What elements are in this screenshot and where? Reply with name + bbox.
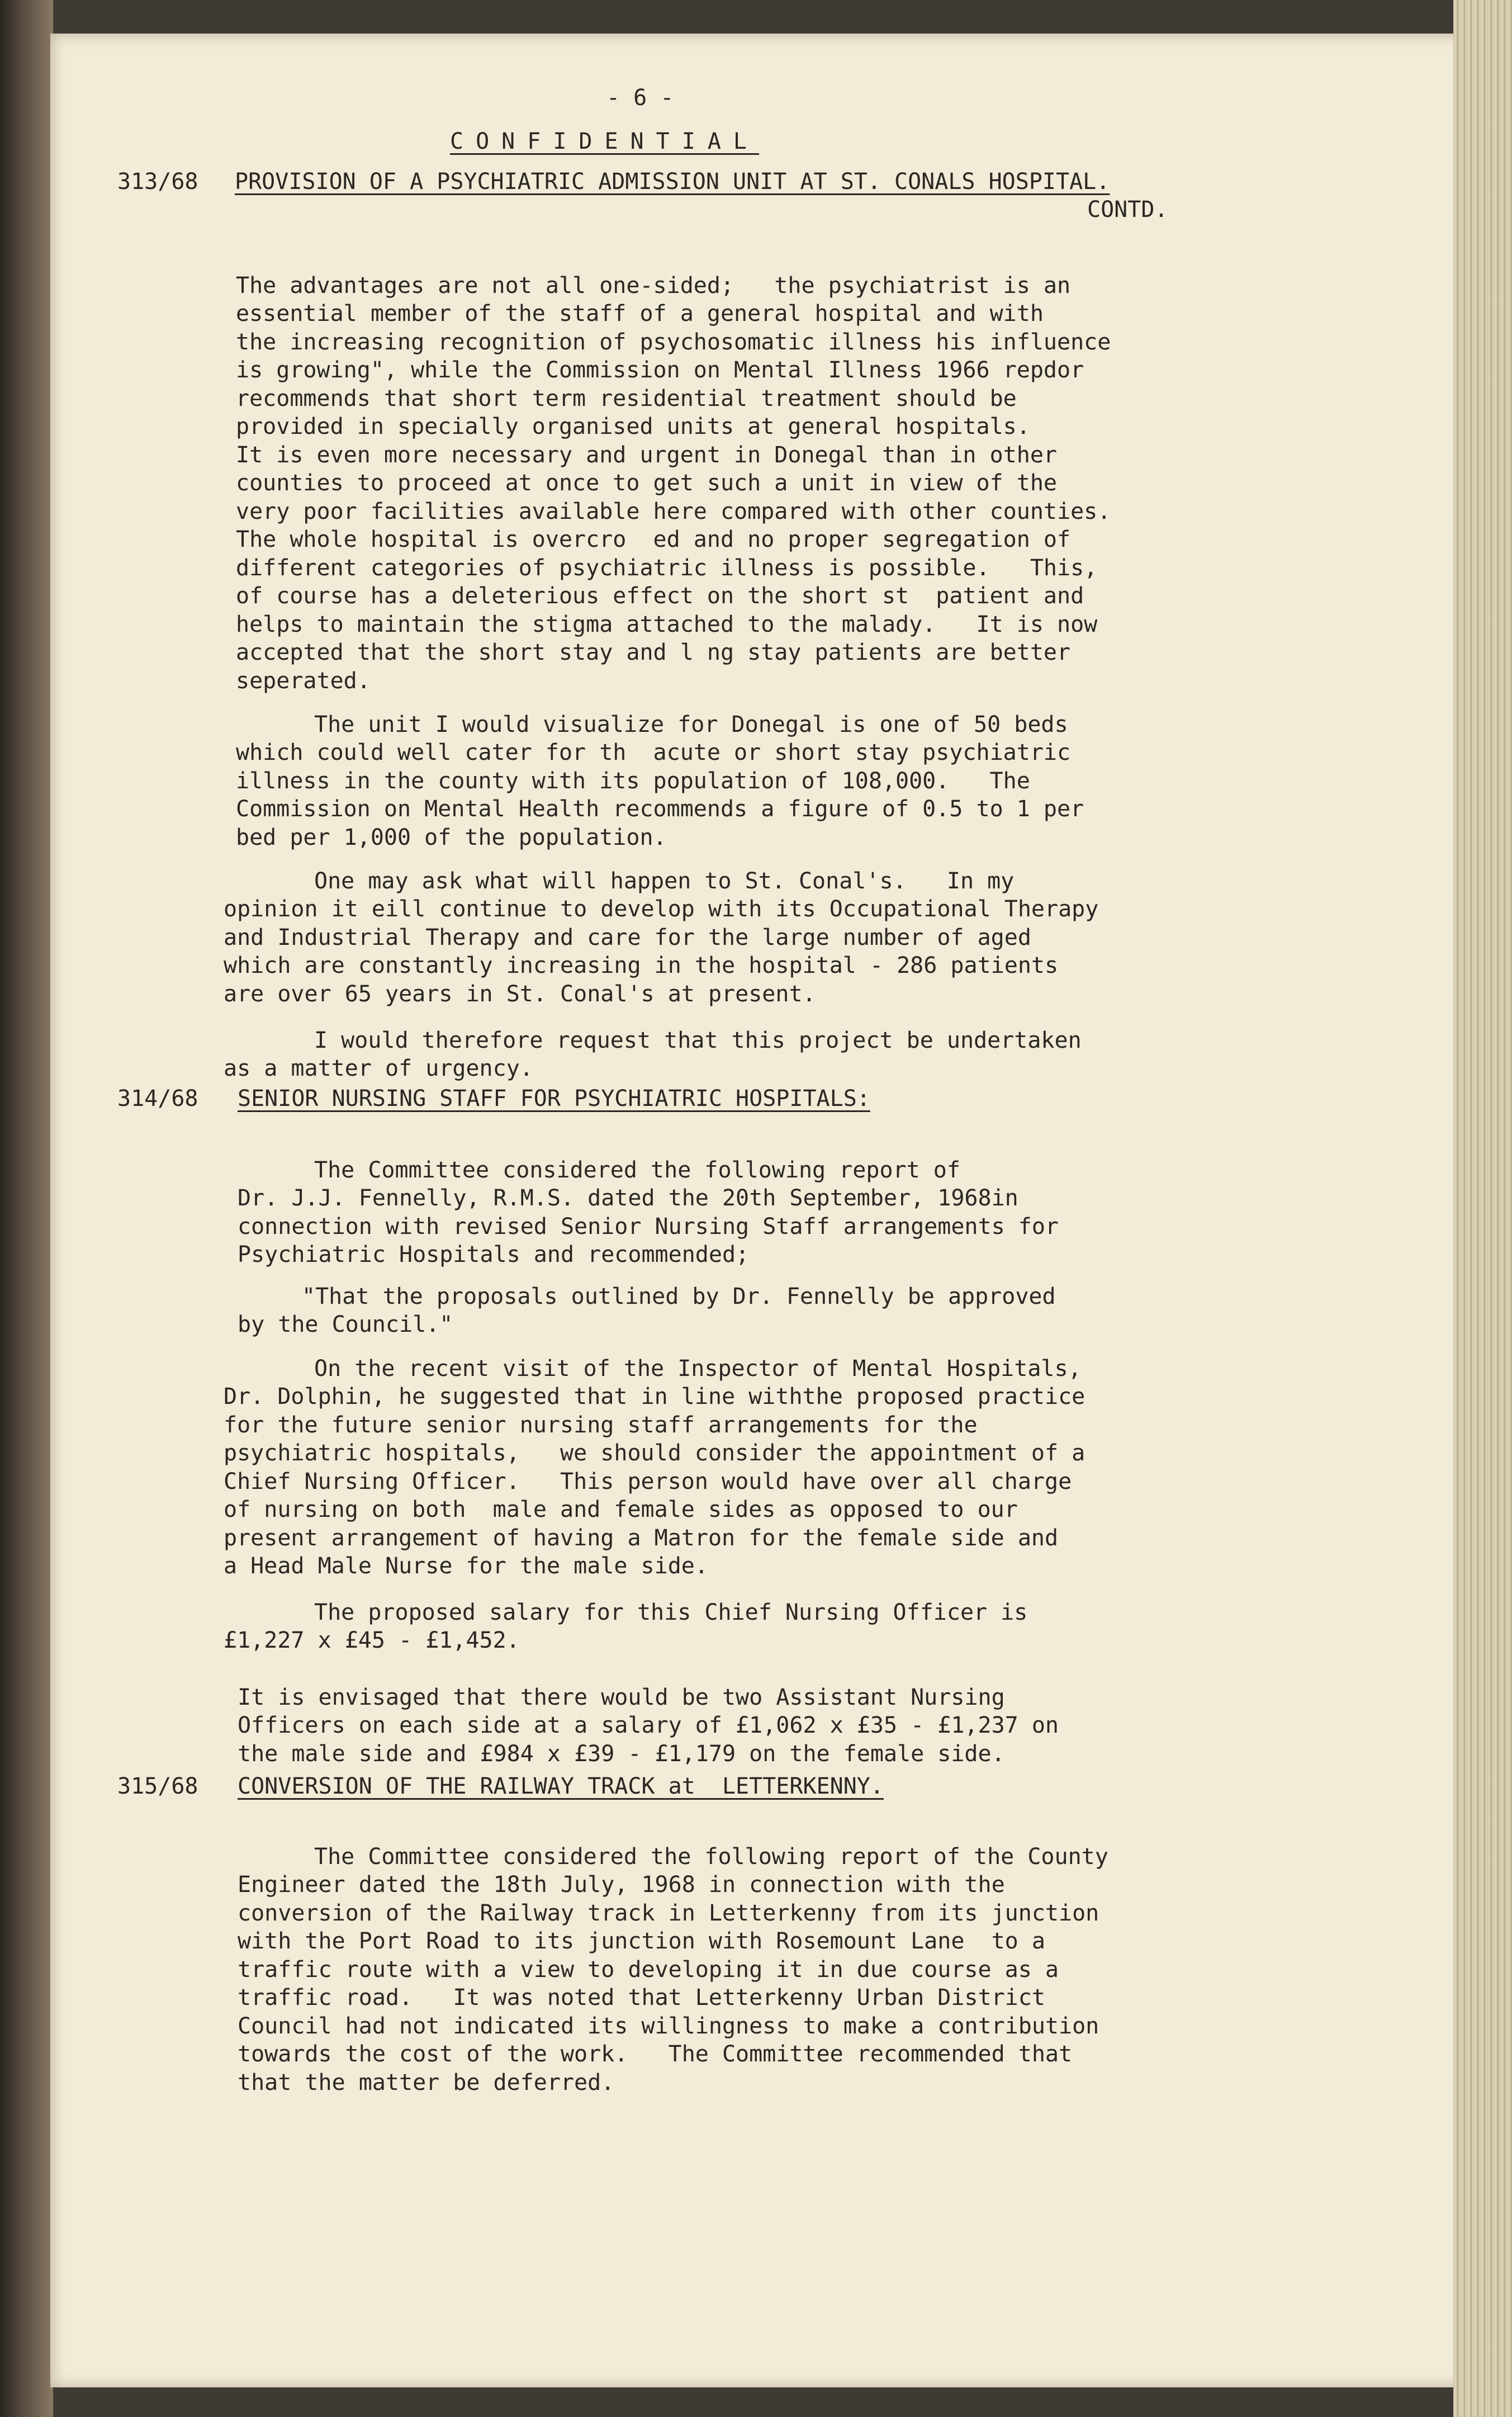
text-line: The whole hospital is overcro ed and no proper segregation of: [236, 527, 1071, 552]
paragraph: [236, 243, 1111, 723]
text-line: and Industrial Therapy and care for the large number of aged: [224, 924, 1031, 950]
text-line: The advantages are not all one-sided; the psychiatrist is an: [236, 272, 1071, 299]
text-line: The unit I would visualize for Donegal is one of 50 beds: [314, 711, 1068, 737]
text-line: provided in specially organised units at general hospitals.: [236, 414, 1030, 439]
text-line: It is even more necessary and urgent in Donegal than in other: [236, 442, 1058, 468]
text-line: traffic route with a view to developing it in due course as a: [238, 1956, 1059, 1983]
text-line: essential member of the staff of a general hospital and with: [236, 301, 1044, 327]
text-line: Dr. J.J. Fennelly, R.M.S. dated the 20th September, 1968in: [238, 1185, 1018, 1211]
text-line: by the Council.": [238, 1312, 453, 1337]
item-ref: 313/68: [117, 169, 198, 195]
paragraph: [238, 1814, 1108, 2125]
item-ref: 315/68: [117, 1773, 198, 1799]
item-ref: 314/68: [117, 1086, 198, 1111]
text-line: with the Port Road to its junction with Rosemount Lane to a: [238, 1928, 1045, 1954]
text-line: seperated.: [236, 668, 371, 694]
item-title: SENIOR NURSING STAFF FOR PSYCHIATRIC HOSPITALS:: [238, 1086, 870, 1111]
text-line: a Head Male Nurse for the male side.: [224, 1553, 708, 1579]
text-line: are over 65 years in St. Conal's at present.: [224, 981, 816, 1007]
text-line: Psychiatric Hospitals and recommended;: [238, 1242, 750, 1267]
text-line: £1,227 x £45 - £1,452.: [224, 1628, 520, 1653]
text-line: Officers on each side at a salary of £1,062 x £35 - £1,237 on: [238, 1713, 1059, 1738]
text-line: "That the proposals outlined by Dr. Fennelly be approved: [302, 1283, 1056, 1309]
text-line: Engineer dated the 18th July, 1968 in connection with the: [238, 1872, 1005, 1898]
text-line: The Committee considered the following report of: [314, 1157, 960, 1183]
book-page-edges: [1453, 0, 1512, 2417]
text-line: accepted that the short stay and l ng stay patients are better: [236, 640, 1071, 665]
text-line: very poor facilities available here compared with other counties.: [236, 498, 1111, 524]
text-line: The Committee considered the following report of the County: [314, 1843, 1108, 1870]
text-line: Council had not indicated its willingness to make a contribution: [238, 2013, 1099, 2039]
text-line: counties to proceed at once to get such a unit in view of the: [236, 470, 1058, 496]
text-line: opinion it eill continue to develop with its Occupational Therapy: [224, 896, 1099, 922]
confidential-heading: CONFIDENTIAL: [450, 129, 759, 154]
text-line: conversion of the Railway track in Letterkenny from its junction: [238, 1900, 1099, 1926]
paragraph: [224, 1326, 1085, 1609]
text-line: the increasing recognition of psychosomatic illness his influence: [236, 329, 1111, 355]
item-title: CONVERSION OF THE RAILWAY TRACK at LETTERKENNY.: [238, 1773, 884, 1799]
text-line: present arrangement of having a Matron for the female side and: [224, 1525, 1059, 1551]
text-line: helps to maintain the stigma attached to the malady. It is now: [236, 611, 1098, 637]
text-line: The proposed salary for this Chief Nursing Officer is: [314, 1599, 1028, 1625]
page-number: - 6 -: [606, 85, 674, 111]
text-line: for the future senior nursing staff arrangements for the: [224, 1412, 978, 1438]
text-line: bed per 1,000 of the population.: [236, 824, 667, 850]
text-line: Chief Nursing Officer. This person would have over all charge: [224, 1468, 1072, 1494]
text-line: Commission on Mental Health recommends a figure of 0.5 to 1 per: [236, 796, 1084, 822]
text-line: towards the cost of the work. The Committee recommended that: [238, 2041, 1073, 2067]
text-line: that the matter be deferred.: [238, 2069, 615, 2096]
text-line: psychiatric hospitals, we should consider the appointment of a: [224, 1440, 1086, 1466]
text-line: the male side and £984 x £39 - £1,179 on the female side.: [238, 1740, 1005, 1767]
text-line: which are constantly increasing in the hospital - 286 patients: [224, 953, 1059, 978]
text-line: illness in the county with its population of 108,000. The: [236, 768, 1030, 794]
text-line: which could well cater for th acute or short stay psychiatric: [236, 740, 1071, 765]
text-line: It is envisaged that there would be two Assistant Nursing: [238, 1684, 1005, 1710]
text-line: I would therefore request that this project be undertaken: [314, 1027, 1082, 1053]
contd-label: CONTD.: [1087, 197, 1168, 223]
book-left-edge: [0, 0, 53, 2417]
text-line: connection with revised Senior Nursing Staff arrangements for: [238, 1213, 1059, 1240]
text-line: One may ask what will happen to St. Conal's. In my: [314, 868, 1015, 894]
text-line: of nursing on both male and female sides as opposed to our: [224, 1497, 1018, 1522]
text-line: as a matter of urgency.: [224, 1056, 533, 1081]
text-line: recommends that short term residential treatment should be: [236, 385, 1017, 411]
text-line: is growing", while the Commission on Mental Illness 1966 repdor: [236, 357, 1084, 383]
text-line: traffic road. It was noted that Letterkenny Urban District: [238, 1985, 1045, 2011]
text-line: different categories of psychiatric illness is possible. This,: [236, 555, 1098, 581]
text-line: Dr. Dolphin, he suggested that in line withthe proposed practice: [224, 1384, 1086, 1409]
text-line: On the recent visit of the Inspector of Mental Hospitals,: [314, 1355, 1082, 1382]
text-line: of course has a deleterious effect on the short st patient and: [236, 583, 1084, 609]
item-title: PROVISION OF A PSYCHIATRIC ADMISSION UNIT AT ST. CONALS HOSPITAL.: [235, 169, 1110, 195]
